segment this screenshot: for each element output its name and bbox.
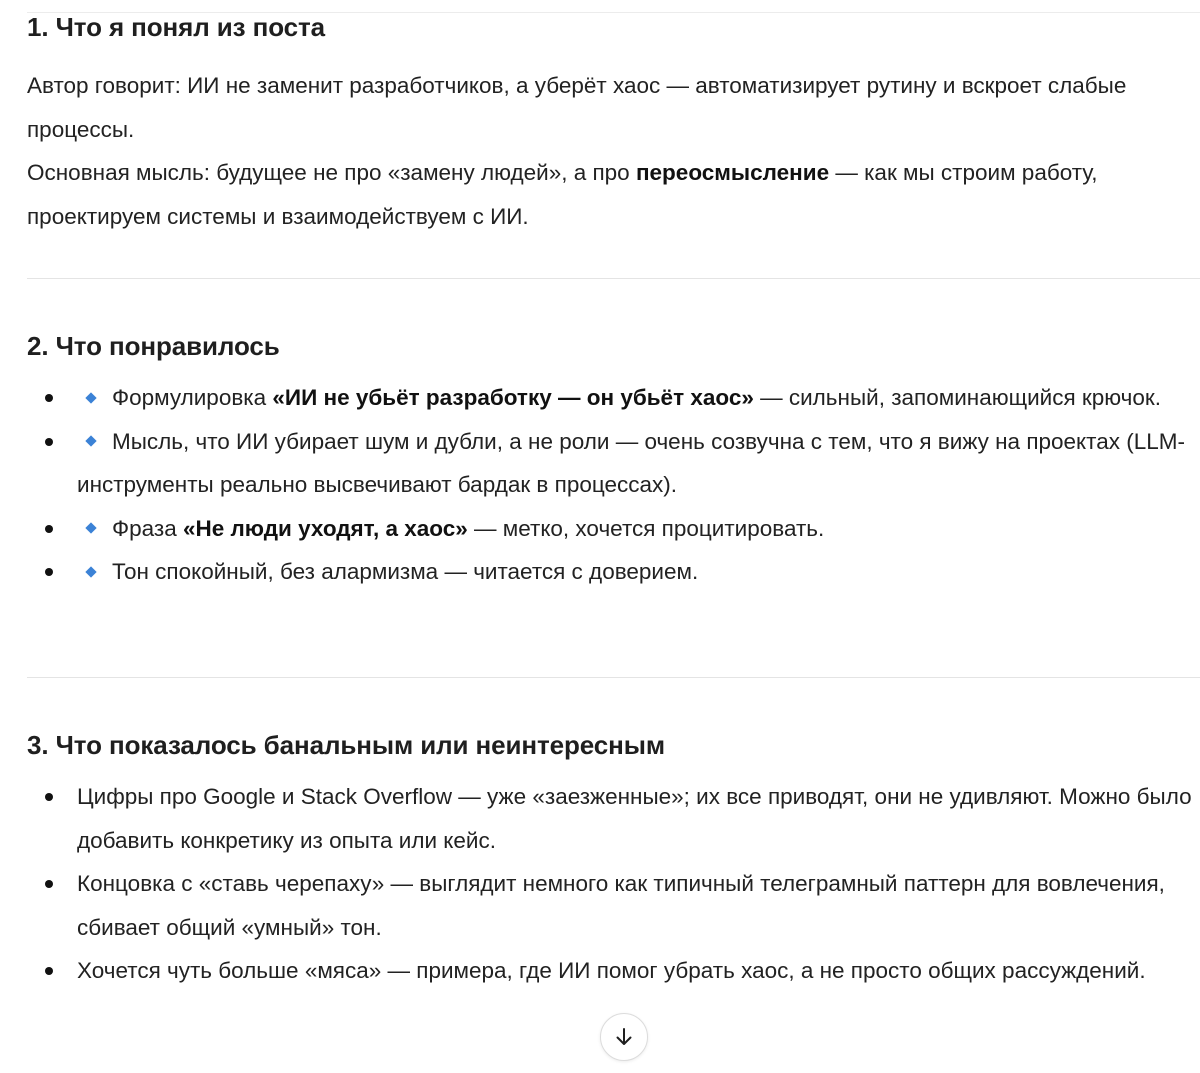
bullet-dot-icon — [45, 967, 53, 975]
list-item — [27, 775, 1200, 862]
item-text: Цифры про Google и Stack Overflow — уже «заезженные»; их все приводят, они не удивляют. Можно было добавить конкретику из опыта или кейс. — [77, 784, 1192, 853]
banal-list — [27, 775, 1200, 993]
item-text: Фраза — [112, 515, 183, 541]
section-divider — [27, 278, 1200, 279]
paragraph-text: Основная мысль: будущее не про «замену людей», а про — [27, 160, 636, 185]
blue-diamond-icon — [85, 566, 96, 577]
item-text: Тон спокойный, без алармизма — читается с доверием. — [112, 559, 699, 584]
item-text: Хочется чуть больше «мяса» — примера, где ИИ помог убрать хаос, а не просто общих рассуждений. — [77, 958, 1146, 983]
item-text: Концовка с «ставь черепаху» — выглядит немного как типичный телеграмный паттерн для вовлечения, сбивает общий «умный» тон. — [77, 871, 1165, 940]
item-text: Формулировка — [112, 385, 273, 410]
blue-diamond-icon — [85, 435, 96, 446]
section-1-heading: 1. Что я понял из поста — [27, 12, 325, 42]
section-1-paragraph-2 — [27, 151, 1200, 238]
liked-list — [27, 376, 1200, 594]
bullet-dot-icon — [45, 568, 53, 576]
item-text: — сильный, запоминающийся крючок. — [753, 385, 1161, 410]
section-3-heading: 3. Что показалось банальным или неинтересным — [27, 730, 665, 760]
bullet-dot-icon — [45, 880, 53, 888]
scroll-to-bottom-button[interactable] — [600, 1013, 648, 1061]
blue-diamond-icon — [85, 522, 96, 533]
bullet-dot-icon — [45, 438, 53, 446]
list-item — [27, 507, 1200, 551]
bold-term: переосмысление — [635, 160, 830, 185]
section-divider — [27, 677, 1200, 678]
paragraph-text: — как мы строим работу, проектируем системы и взаимодействуем с ИИ. — [27, 160, 1098, 229]
list-item — [27, 550, 1200, 594]
section-1-paragraph-1: Автор говорит: ИИ не заменит разработчиков, а уберёт хаос — автоматизирует рутину и вскроет слабые процессы. — [27, 73, 1127, 142]
item-bold-quote: «Не люди уходят, а хаос» — [182, 515, 468, 541]
list-item — [27, 376, 1200, 420]
arrow-down-icon — [612, 1025, 636, 1049]
bullet-dot-icon — [45, 525, 53, 533]
section-2-heading: 2. Что понравилось — [27, 331, 280, 361]
item-bold-quote: «ИИ не убьёт разработку — он убьёт хаос» — [272, 385, 754, 410]
bullet-dot-icon — [45, 793, 53, 801]
list-item — [27, 949, 1200, 993]
bullet-dot-icon — [45, 394, 53, 402]
blue-diamond-icon — [85, 392, 96, 403]
list-item — [27, 420, 1200, 507]
item-text: Мысль, что ИИ убирает шум и дубли, а не роли — очень созвучна с тем, что я вижу на проектах (LLM-инструменты реально высвечивают бардак в процессах). — [77, 428, 1185, 497]
item-text: — метко, хочется процитировать. — [467, 515, 825, 541]
list-item — [27, 862, 1200, 949]
